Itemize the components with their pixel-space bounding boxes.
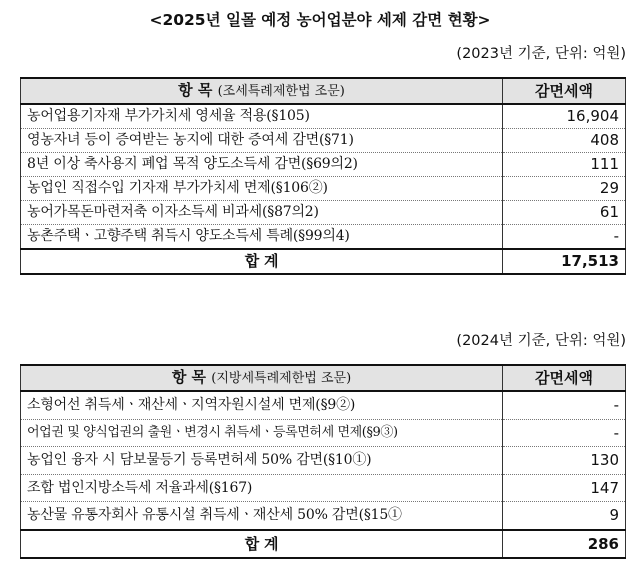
row-value: 29 [503,177,626,201]
row-value: 61 [503,201,626,225]
header-item [21,365,503,391]
row-name: 소형어선 취득세ㆍ재산세ㆍ지역자원시설세 면제(§9②) [21,391,503,419]
total-row [21,530,626,559]
row-name: 농어가목돈마련저축 이자소득세 비과세(§87의2) [21,201,503,225]
total-value: 286 [503,530,626,559]
total-label: 합 계 [21,249,503,274]
table-row [21,391,626,419]
row-name: 8년 이상 축사용지 폐업 목적 양도소득세 감면(§69의2) [21,153,503,177]
table-row [21,474,626,502]
header-item-label: 항 목 [171,368,207,386]
table-row [21,225,626,250]
header-item-label: 항 목 [178,81,213,99]
row-value: 111 [503,153,626,177]
document-title: <2025년 일몰 예정 농어업분야 세제 감면 현황> [149,11,491,29]
row-name: 농촌주택ㆍ고향주택 취득시 양도소득세 특례(§99의4) [21,225,503,250]
row-name: 농업인 융자 시 담보물등기 등록면허세 50% 감면(§10①) [21,447,503,475]
header-amount: 감면세액 [503,78,626,104]
header-item-sub: (조세특례제한법 조문) [217,84,345,99]
row-value: 130 [503,447,626,475]
row-name: 농어업용기자재 부가가치세 영세율 적용(§105) [21,104,503,129]
table-row [21,129,626,153]
header-amount: 감면세액 [503,365,626,391]
row-value: - [503,391,626,419]
table-header-row [21,365,626,391]
table-row [21,502,626,530]
row-name: 조합 법인지방소득세 저율과세(§167) [21,474,503,502]
table-row [21,447,626,475]
total-row [21,249,626,274]
tax-reduction-table-2023 [20,77,626,275]
row-name: 영농자녀 등이 증여받는 농지에 대한 증여세 감면(§71) [21,129,503,153]
header-item [21,78,503,104]
row-value: 147 [503,474,626,502]
table-row [21,419,626,447]
table-header-row [21,78,626,104]
row-value: 408 [503,129,626,153]
table1-unit-note: (2023년 기준, 단위: 억원) [456,46,626,62]
table-row [21,104,626,129]
tax-reduction-table-2024 [20,364,626,559]
row-name: 어업권 및 양식업권의 출원ㆍ변경시 취득세ㆍ등록면허세 면제(§9③) [21,419,503,447]
row-value: - [503,419,626,447]
total-label: 합 계 [21,530,503,559]
total-value: 17,513 [503,249,626,274]
row-value: 9 [503,502,626,530]
row-name: 농업인 직접수입 기자재 부가가치세 면제(§106②) [21,177,503,201]
table2-unit-note: (2024년 기준, 단위: 억원) [456,333,626,349]
row-value: - [503,225,626,250]
row-name: 농산물 유통자회사 유통시설 취득세ㆍ재산세 50% 감면(§15① [21,502,503,530]
row-value: 16,904 [503,104,626,129]
table-row [21,177,626,201]
table-row [21,201,626,225]
header-item-sub: (지방세특례제한법 조문) [211,371,352,386]
table-row [21,153,626,177]
